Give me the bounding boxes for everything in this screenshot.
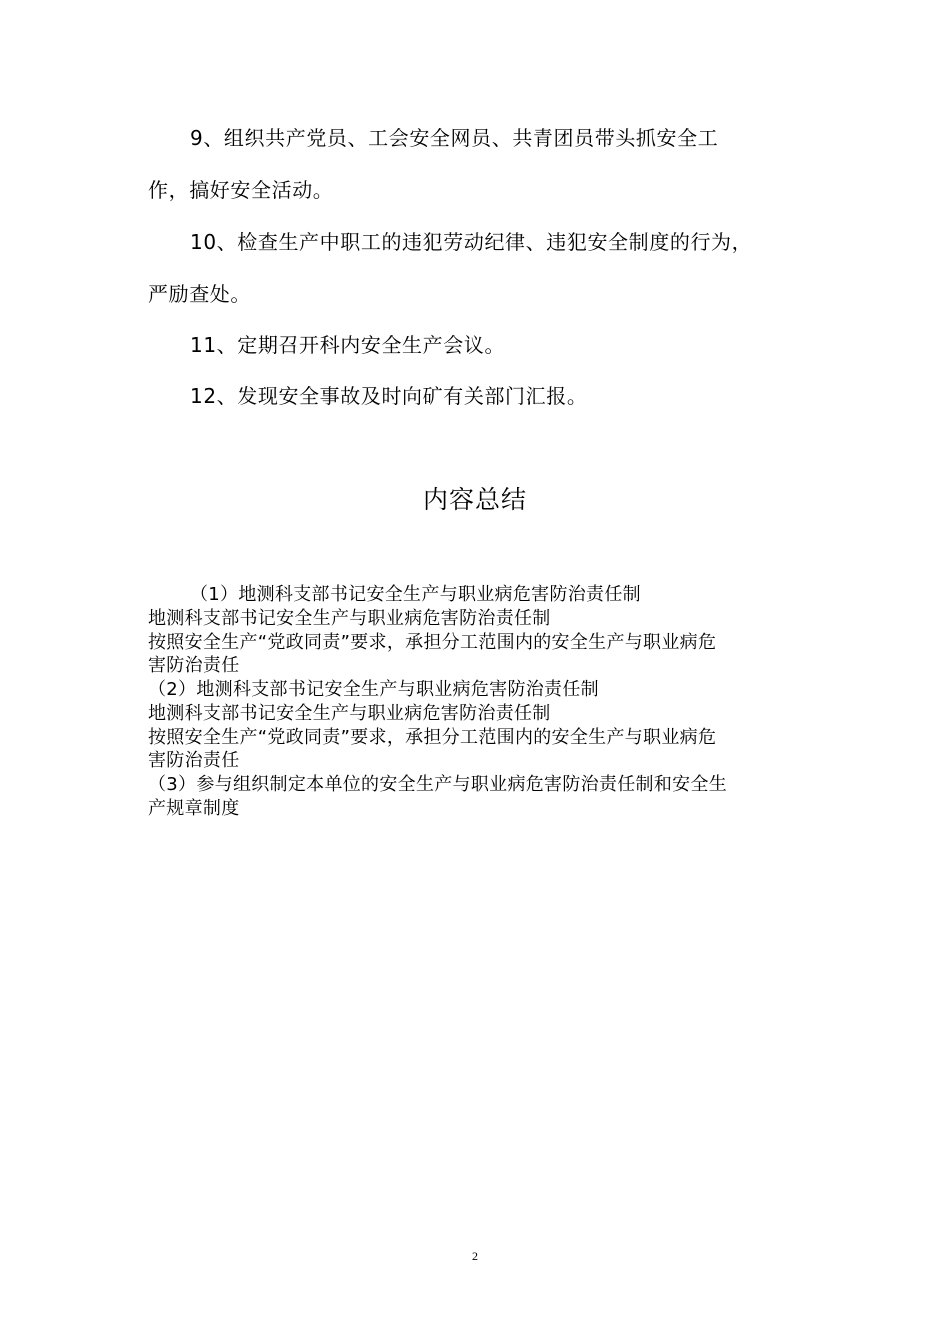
summary-line: 地测科支部书记安全生产与职业病危害防治责任制 [148,608,551,629]
summary-title: 内容总结 [422,485,527,514]
summary-line: （3）参与组织制定本单位的安全生产与职业病危害防治责任制和安全生 [148,774,728,795]
summary-line: 按照安全生产“党政同责”要求，承担分工范围内的安全生产与职业病危 [148,632,717,653]
summary-line: （1）地测科支部书记安全生产与职业病危害防治责任制 [190,584,641,605]
summary-line: 产规章制度 [148,798,240,819]
summary-line: 害防治责任 [148,750,240,771]
paragraph-9-line-2: 作，搞好安全活动。 [148,178,334,202]
paragraph-10-line-1: 10、检查生产中职工的违犯劳动纪律、违犯安全制度的行为， [190,230,753,254]
summary-line: 地测科支部书记安全生产与职业病危害防治责任制 [148,703,551,724]
paragraph-12: 12、发现安全事故及时向矿有关部门汇报。 [190,384,588,408]
paragraph-9-line-1: 9、组织共产党员、工会安全网员、共青团员带头抓安全工 [190,126,719,150]
summary-line: 害防治责任 [148,655,240,676]
page-number: 2 [472,1249,478,1263]
paragraph-10-line-2: 严励查处。 [148,282,251,306]
summary-line: （2）地测科支部书记安全生产与职业病危害防治责任制 [148,679,599,700]
paragraph-11: 11、定期召开科内安全生产会议。 [190,333,506,357]
summary-line: 按照安全生产“党政同责”要求，承担分工范围内的安全生产与职业病危 [148,727,717,748]
